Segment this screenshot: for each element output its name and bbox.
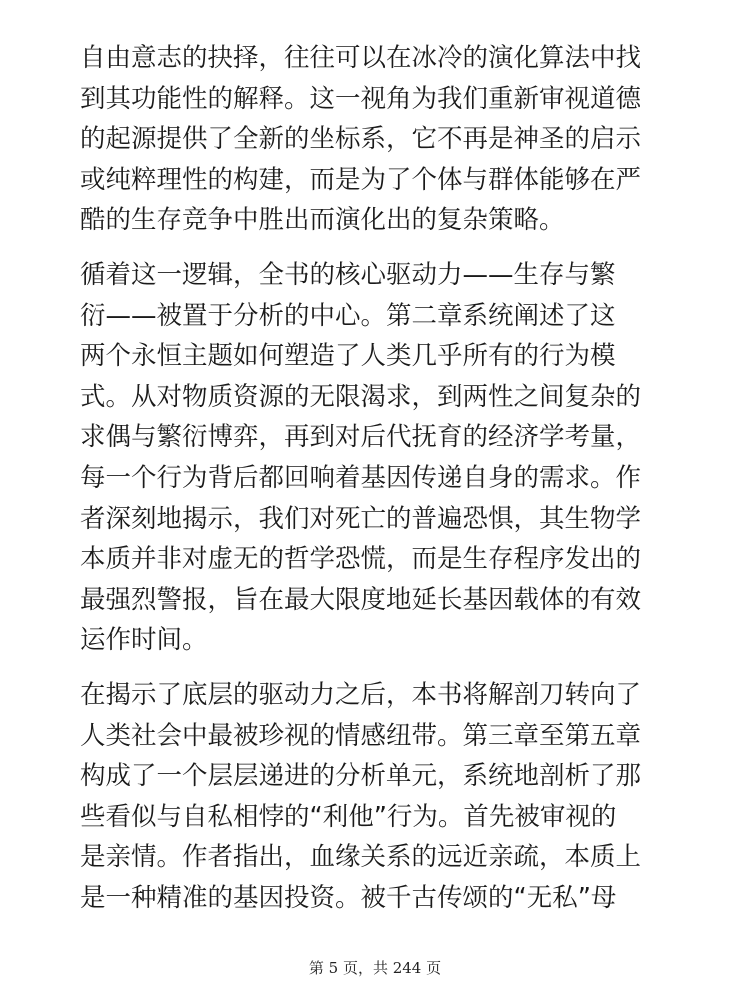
- text-line: 人类社会中最被珍视的情感纽带。第三章至第五章: [80, 720, 642, 751]
- text-line: 或纯粹理性的构建，而是为了个体与群体能够在严: [80, 164, 642, 195]
- text-line: 是一种精准的基因投资。被千古传颂的“无私”母: [80, 882, 617, 913]
- text-line: 本质并非对虚无的哲学恐慌，而是生存程序发出的: [80, 544, 642, 575]
- paragraph-1: [80, 38, 680, 241]
- text-line: 酷的生存竞争中胜出而演化出的复杂策略。: [80, 205, 565, 236]
- text-line: 构成了一个层层递进的分析单元，系统地剖析了那: [80, 761, 642, 792]
- page-number-footer: 第 5 页，共 244 页: [308, 959, 442, 977]
- text-line: 两个永恒主题如何塑造了人类几乎所有的行为模: [80, 341, 616, 372]
- text-line: 循着这一逻辑，全书的核心驱动力——生存与繁: [80, 259, 616, 290]
- text-line: 在揭示了底层的驱动力之后，本书将解剖刀转向了: [80, 679, 642, 710]
- text-line: 最强烈警报，旨在最大限度地延长基因载体的有效: [80, 584, 642, 615]
- paragraph-3: [80, 675, 680, 919]
- text-line: 是亲情。作者指出，血缘关系的远近亲疏，本质上: [80, 842, 642, 873]
- text-line: 每一个行为背后都回响着基因传递自身的需求。作: [80, 462, 642, 493]
- text-line: 到其功能性的解释。这一视角为我们重新审视道德: [80, 83, 642, 114]
- text-line: 求偶与繁衍博弈，再到对后代抚育的经济学考量，: [80, 422, 642, 453]
- text-line: 些看似与自私相悖的“利他”行为。首先被审视的: [80, 801, 617, 832]
- text-line: 者深刻地揭示，我们对死亡的普遍恐惧，其生物学: [80, 503, 642, 534]
- text-line: 式。从对物质资源的无限渴求，到两性之间复杂的: [80, 381, 642, 412]
- text-line: 衍——被置于分析的中心。第二章系统阐述了这: [80, 300, 616, 331]
- paragraph-2: [80, 255, 680, 661]
- text-line: 运作时间。: [80, 625, 208, 656]
- body-text: [80, 38, 680, 932]
- text-line: 自由意志的抉择，往往可以在冰冷的演化算法中找: [80, 43, 642, 73]
- text-line: 的起源提供了全新的坐标系，它不再是神圣的启示: [80, 124, 642, 155]
